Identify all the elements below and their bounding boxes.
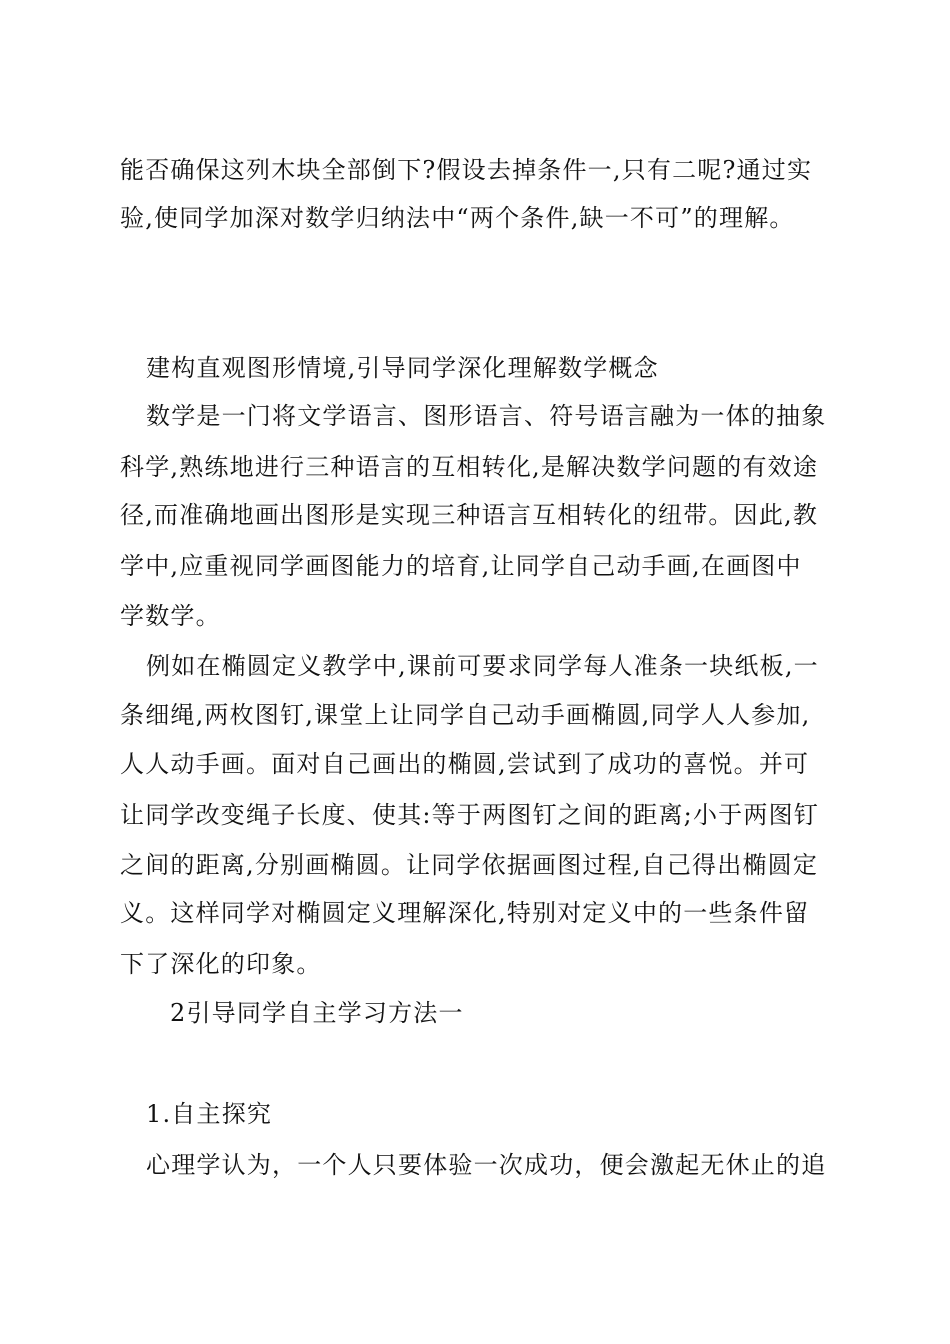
text-line: 心理学认为，一个人只要体验一次成功，便会激起无休止的追 (146, 1151, 827, 1179)
text-line: 科学,熟练地进行三种语言的互相转化,是解决数学问题的有效途 (120, 453, 819, 481)
text-line: 之间的距离,分别画椭圆。让同学依据画图过程,自己得出椭圆定 (120, 851, 819, 879)
text-line: 径,而准确地画出图形是实现三种语言互相转化的纽带。因此,教 (120, 501, 819, 529)
subsection-heading: 1.自主探究 (146, 1100, 273, 1128)
text-line: 数学是一门将文学语言、图形语言、符号语言融为一体的抽象 (146, 402, 827, 430)
text-line: 条细绳,两枚图钉,课堂上让同学自己动手画椭圆,同学人人参加, (120, 701, 811, 729)
text-line: 下了深化的印象。 (120, 950, 322, 978)
text-line: 义。这样同学对椭圆定义理解深化,特别对定义中的一些条件留 (120, 899, 810, 927)
text-line: 例如在椭圆定义教学中,课前可要求同学每人准条一块纸板,一 (146, 652, 819, 680)
text-line: 学中,应重视同学画图能力的培育,让同学自己动手画,在画图中 (120, 552, 802, 580)
section-heading: 2引导同学自主学习方法一 (170, 999, 464, 1027)
text-line: 能否确保这列木块全部倒下?假设去掉条件一,只有二呢?通过实 (120, 156, 813, 184)
text-line: 人人动手画。面对自己画出的椭圆,尝试到了成功的喜悦。并可 (120, 750, 810, 778)
section-heading: 建构直观图形情境,引导同学深化理解数学概念 (146, 354, 659, 382)
text-line: 学数学。 (120, 602, 221, 630)
text-line: 让同学改变绳子长度、使其:等于两图钉之间的距离;小于两图钉 (120, 801, 819, 829)
text-line: 验,使同学加深对数学归纳法中“两个条件,缺一不可”的理解。 (120, 204, 795, 232)
